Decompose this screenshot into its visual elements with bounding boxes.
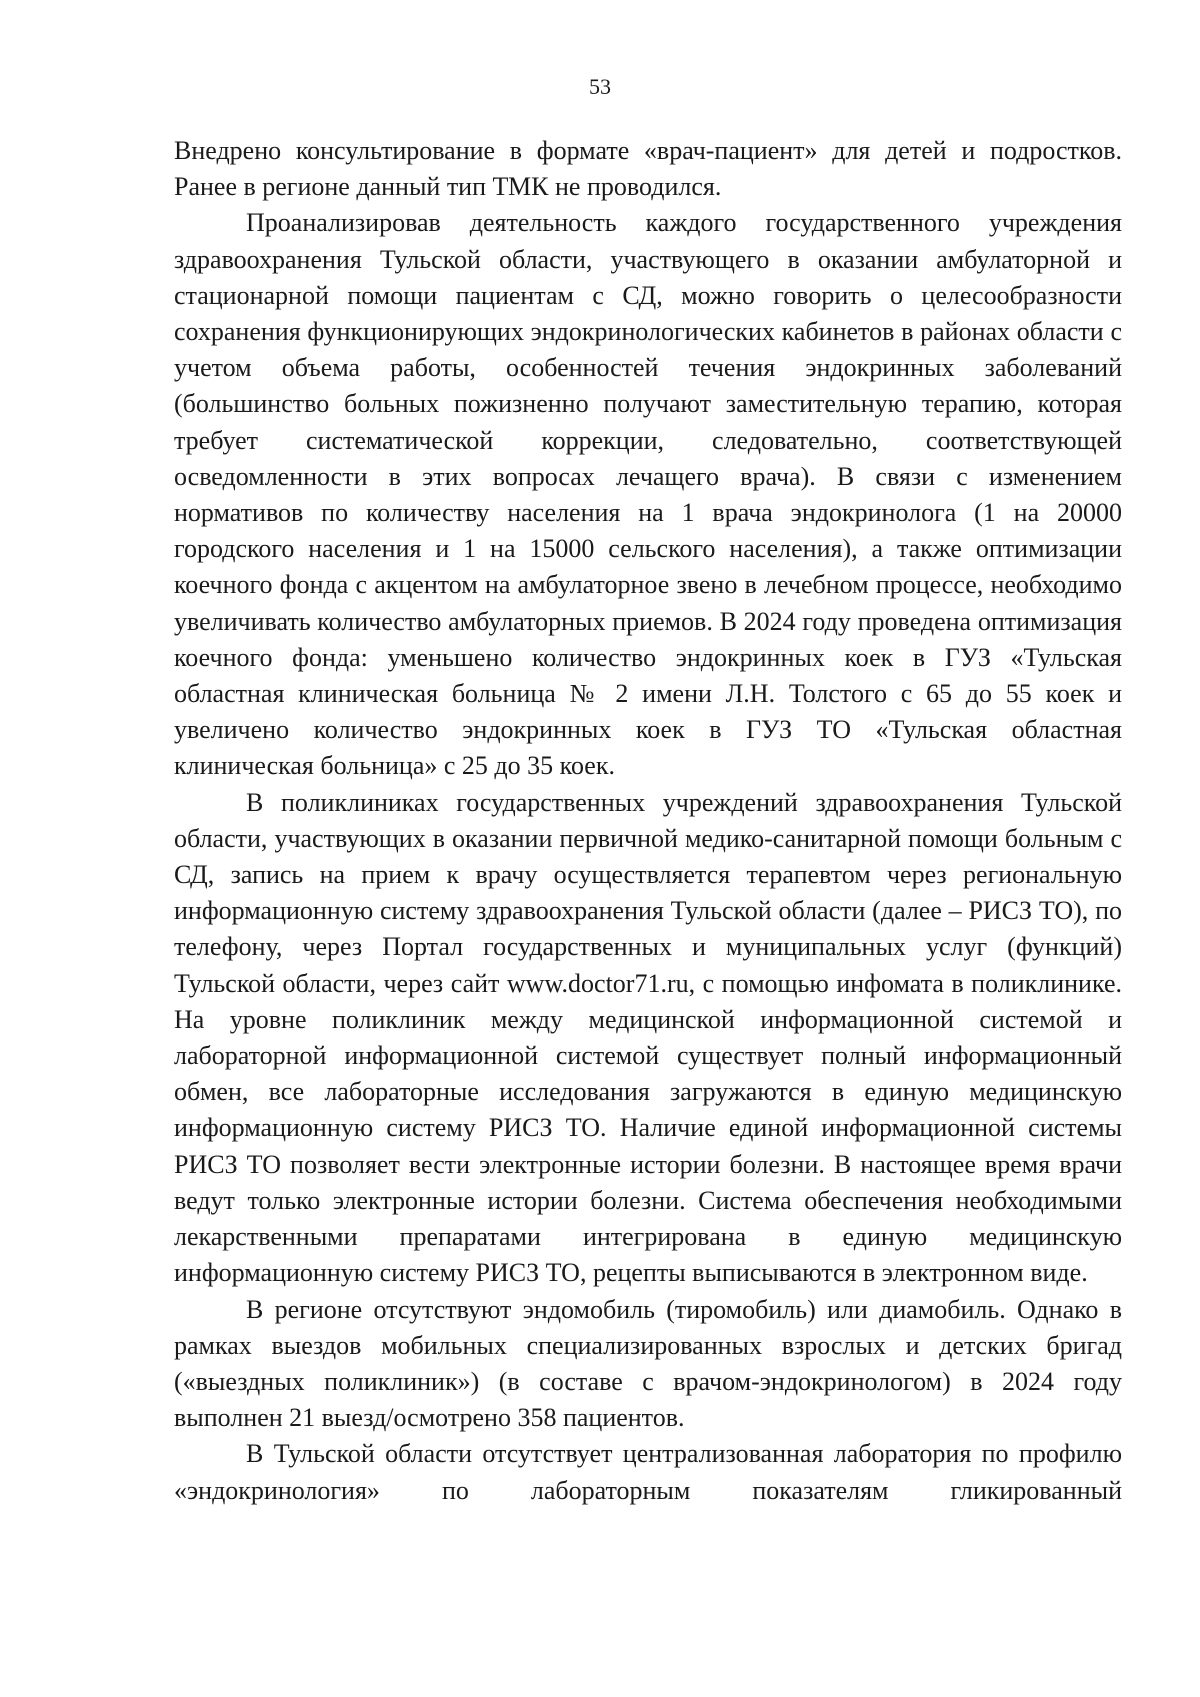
paragraph: В поликлиниках государственных учреждений здравоохранения Тульской области, участвующих в оказании первичной медико-санитарной помощи больным с СД, запись на прием к врачу осуществляется терапевтом через региональную информационную систему здравоохранения Тульской области (далее – РИСЗ ТО), по телефону, через Портал государственных и муниципальных услуг (функций) Тульской области, через сайт www.doctor71.ru, с помощью инфомата в поликлинике. На уровне поликлиник между медицинской информационной системой и лабораторной информационной системой существует полный информационный обмен, все лабораторные исследования загружаются в единую медицинскую информационную систему РИСЗ ТО. Наличие единой информационной системы РИСЗ ТО позволяет вести электронные истории болезни. В настоящее время врачи ведут только электронные истории болезни. Система обеспечения необходимыми лекарственными препаратами интегрирована в единую медицинскую информационную систему РИСЗ ТО, рецепты выписываются в электронном виде. — [174, 787, 1122, 1288]
document-body — [174, 133, 1122, 1509]
paragraph: В регионе отсутствуют эндомобиль (тиромобиль) или диамобиль. Однако в рамках выездов мобильных специализированных взрослых и детских бригад («выездных поликлиник») (в составе с врачом-эндокринологом) в 2024 году выполнен 21 выезд/осмотрено 358 пациентов. — [174, 1294, 1122, 1433]
paragraph: Проанализировав деятельность каждого государственного учреждения здравоохранения Тульской области, участвующего в оказании амбулаторной и стационарной помощи пациентам с СД, можно говорить о целесообразности сохранения функционирующих эндокринологических кабинетов в районах области с учетом объема работы, особенностей течения эндокринных заболеваний (большинство больных пожизненно получают заместительную терапию, которая требует систематической коррекции, следовательно, соответствующей осведомленности в этих вопросах лечащего врача). В связи с изменением нормативов по количеству населения на 1 врача эндокринолога (1 на 20000 городского населения и 1 на 15000 сельского населения), а также оптимизации коечного фонда с акцентом на амбулаторное звено в лечебном процессе, необходимо увеличивать количество амбулаторных приемов. В 2024 году проведена оптимизация коечного фонда: уменьшено количество эндокринных коек в ГУЗ «Тульская областная клиническая больница № 2 имени Л.Н. Толстого с 65 до 55 коек и увеличено количество эндокринных коек в ГУЗ ТО «Тульская областная клиническая больница» с 25 до 35 коек. — [174, 208, 1122, 781]
paragraph: Внедрено консультирование в формате «врач-пациент» для детей и подростков. Ранее в регионе данный тип ТМК не проводился. — [174, 136, 1122, 202]
page-number: 53 — [589, 74, 611, 99]
paragraph-continued: В Тульской области отсутствует централизованная лаборатория по профилю «эндокринология» по лабораторным показателям гликированный — [174, 1439, 1122, 1505]
